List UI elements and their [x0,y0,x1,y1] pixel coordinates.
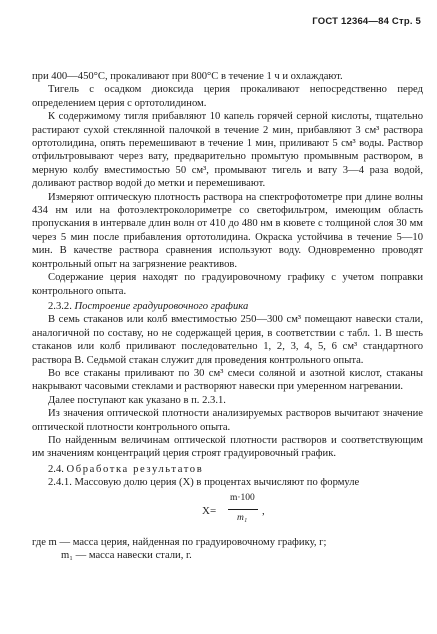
fraction-bar [228,509,258,510]
paragraph: Во все стаканы приливают по 30 см³ смеси соляной и азотной кислот, стаканы накрывают часовыми стеклами и растворяют навески при умеренном нагревании. [32,367,423,393]
section-title: Обработка результатов [66,463,204,475]
section-number: 2.3.2. [48,300,72,312]
paragraph: Измеряют оптическую плотность раствора на спектрофотометре при длине волны 434 нм или на фотоэлектроколориметре со светофильтром, имеющим область пропускания в интервале длин волн от 410 до 480 нм в кювете с толщиной слоя 30 мм через 5 мин после прибавления ортотолидина. Окраска устойчива в течение 5—10 мин. В качестве раствора сравнения используют воду. Одновременно проводят контрольный опыт на загрязнение реактивов. [32,191,423,270]
paragraph: Тигель с осадком диоксида церия прокаливают непосредственно перед определением церия с ортотолидином. [32,84,423,109]
section-heading-2-3-2 [32,300,423,313]
paragraph: К содержимому тигля прибавляют 10 капель горячей серной кислоты, тщательно растирают сухой стеклянной палочкой в течение 2 мин, прибавляют 3 см³ раствора ортотолидина, опять перемешивают в течение 1 мин, приливают 5 см³ воды. Раствор отфильтровывают через вату, предварительно промытую промывным раствором, в мерную колбу вместимостью 50 см³, промывают тигель и вату 3—4 раза водой, доливают раствор водой до метки и перемешивают. [32,111,423,190]
document-body [32,70,423,562]
section-heading-2-4 [32,463,423,476]
formula [32,492,423,536]
formula-lhs: X= [202,504,217,517]
section-title: Построение градуировочного графика [74,300,249,312]
paragraph: 2.4.1. Массовую долю церия (X) в процентах вычисляют по формуле [48,477,360,489]
formula-comma: , [262,504,265,517]
paragraph: Содержание церия находят по градуировочному графику с учетом поправки контрольного опыта. [32,272,423,297]
formula-denominator: m₁ [237,512,248,523]
section-number: 2.4. [48,463,64,475]
definition: где m — масса церия, найденная по градуировочному графику, г; [32,536,327,548]
paragraph: при 400—450°С, прокаливают при 800°С в течение 1 ч и охлаждают. [32,71,343,82]
page-header: ГОСТ 12364—84 Стр. 5 [312,16,421,27]
definitions [32,536,423,563]
paragraph: В семь стаканов или колб вместимостью 250—300 см³ помещают навески стали, аналогичной по составу, но не содержащей церия, в соответствии с табл. 1. В шесть стаканов или колб приливают последовательно 1, 2, 3, 4, 5, 6 см³ стандартного раствора В. Седьмой стакан служит для проведения контрольного опыта. [32,314,423,366]
formula-numerator: m·100 [230,492,255,503]
paragraph: Из значения оптической плотности анализируемых растворов вычитают значение оптической плотности контрольного опыта. [32,408,423,433]
definition: m₁ — масса навески стали, г. [61,550,192,561]
paragraph: Далее поступают как указано в п. 2.3.1. [48,394,226,406]
paragraph: По найденным величинам оптической плотности растворов и соответствующим им значениям концентраций церия строят градуировочный график. [32,434,423,460]
